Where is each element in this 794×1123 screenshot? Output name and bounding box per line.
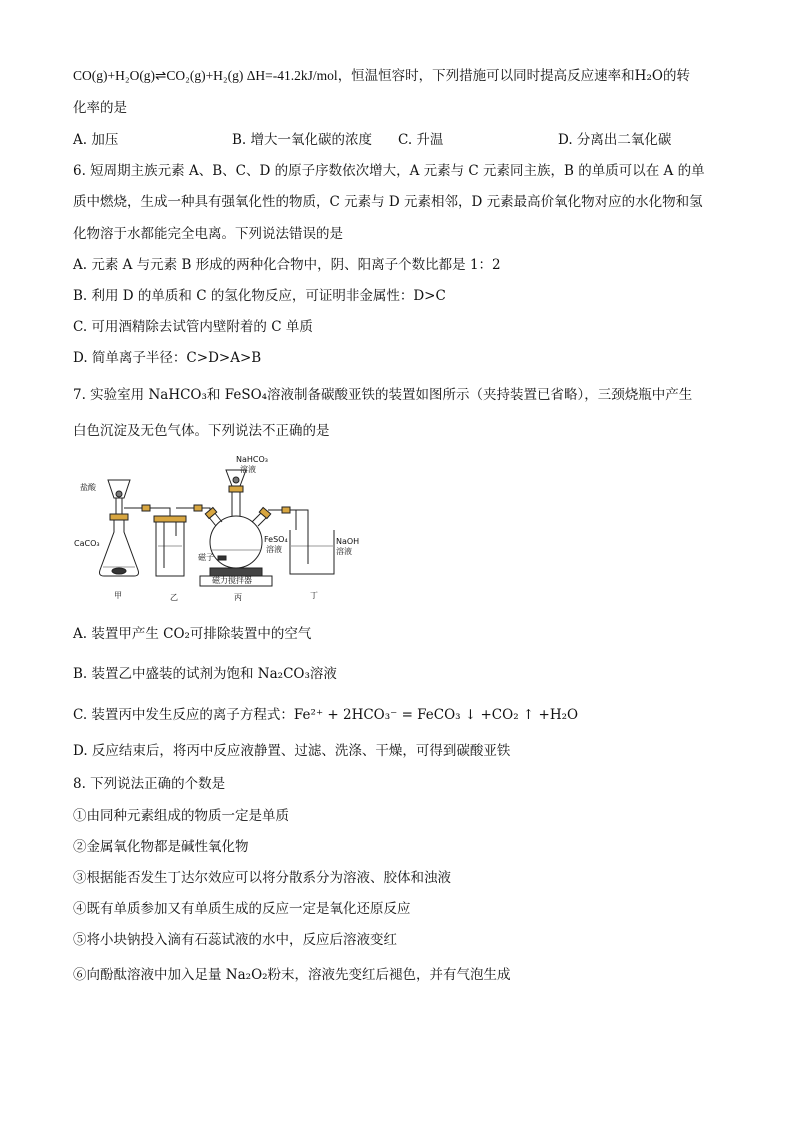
q6-option-b: B. 利用 D 的单质和 C 的氢化物反应，可证明非金属性：D>C [73, 288, 446, 304]
q6-option-d: D. 简单离子半径：C>D>A>B [73, 350, 262, 366]
label-stirrer: 磁力搅拌器 [212, 576, 252, 585]
label-nahco3-solution: 溶液 [240, 465, 256, 474]
q5-equation: CO(g)+H₂O(g)⇌CO₂(g)+H₂(g) ΔH=-41.2kJ/mol [73, 68, 338, 83]
label-caco3: CaCO₃ [74, 539, 100, 548]
q6-option-a: A. 元素 A 与元素 B 形成的两种化合物中，阴、阳离子个数比都是 1：2 [73, 257, 501, 273]
q7-option-b: B. 装置乙中盛装的试剂为饱和 Na₂CO₃溶液 [73, 666, 337, 682]
q5-option-b: B. 增大一氧化碳的浓度 [232, 132, 373, 148]
q5-option-a: A. 加压 [73, 132, 119, 148]
q6-option-c: C. 可用酒精除去试管内壁附着的 C 单质 [73, 319, 313, 335]
label-hcl: 盐酸 [80, 483, 96, 492]
label-jia: 甲 [114, 591, 122, 600]
apparatus-diagram [72, 450, 372, 610]
beaker-ding [290, 510, 334, 574]
q5-condition: ，恒温恒容时，下列措施可以同时提高反应速率和H₂O的转 [337, 68, 690, 84]
flask-bing [200, 470, 296, 586]
label-bing: 丙 [234, 593, 242, 602]
q7-option-c: C. 装置丙中发生反应的离子方程式：Fe²⁺ + 2HCO₃⁻ = FeCO₃ ↓ +CO₂ ↑ +H₂O [73, 707, 579, 723]
label-ding: 丁 [310, 591, 318, 600]
label-magnet: 磁子 [198, 553, 214, 562]
q8-item-5: ⑤将小块钠投入滴有石蕊试液的水中，反应后溶液变红 [73, 932, 397, 948]
q6-stem-line-3: 化物溶于水都能完全电离。下列说法错误的是 [73, 226, 343, 242]
q5-stem-line-2: 化率的是 [73, 100, 127, 116]
q8-item-1: ①由同种元素组成的物质一定是单质 [73, 808, 289, 824]
q7-option-a: A. 装置甲产生 CO₂可排除装置中的空气 [73, 626, 312, 642]
label-feso4: FeSO₄ [264, 535, 288, 544]
label-naoh-solution: 溶液 [336, 547, 352, 556]
q8-item-2: ②金属氧化物都是碱性氧化物 [73, 839, 249, 855]
label-nahco3: NaHCO₃ [236, 455, 268, 464]
q5-stem-line-1 [73, 66, 690, 86]
q5-option-d: D. 分离出二氧化碳 [558, 132, 672, 148]
label-feso4-solution: 溶液 [266, 545, 282, 554]
q6-stem-line-1: 6. 短周期主族元素 A、B、C、D 的原子序数依次增大，A 元素与 C 元素同主族，B 的单质可以在 A 的单 [73, 163, 705, 179]
label-naoh: NaOH [336, 537, 360, 546]
q8-item-6: ⑥向酚酞溶液中加入足量 Na₂O₂粉末，溶液先变红后褪色，并有气泡生成 [73, 967, 511, 983]
q7-stem-line-2: 白色沉淀及无色气体。下列说法不正确的是 [73, 423, 330, 439]
label-yi: 乙 [170, 593, 178, 602]
q8-item-3: ③根据能否发生丁达尔效应可以将分散系分为溶液、胶体和浊液 [73, 870, 451, 886]
q6-stem-line-2: 质中燃烧，生成一种具有强氧化性的物质，C 元素与 D 元素相邻，D 元素最高价氧化物对应的水化物和氢 [73, 194, 703, 210]
q8-stem: 8. 下列说法正确的个数是 [73, 776, 226, 792]
q7-stem-line-1: 7. 实验室用 NaHCO₃和 FeSO₄溶液制备碳酸亚铁的装置如图所示（夹持装置已省略），三颈烧瓶中产生 [73, 387, 693, 403]
q7-option-d: D. 反应结束后，将丙中反应液静置、过滤、洗涤、干燥，可得到碳酸亚铁 [73, 743, 511, 759]
flask-jia [100, 480, 151, 576]
q5-option-c: C. 升温 [398, 132, 444, 148]
bottle-yi [150, 505, 210, 576]
q8-item-4: ④既有单质参加又有单质生成的反应一定是氧化还原反应 [73, 901, 411, 917]
